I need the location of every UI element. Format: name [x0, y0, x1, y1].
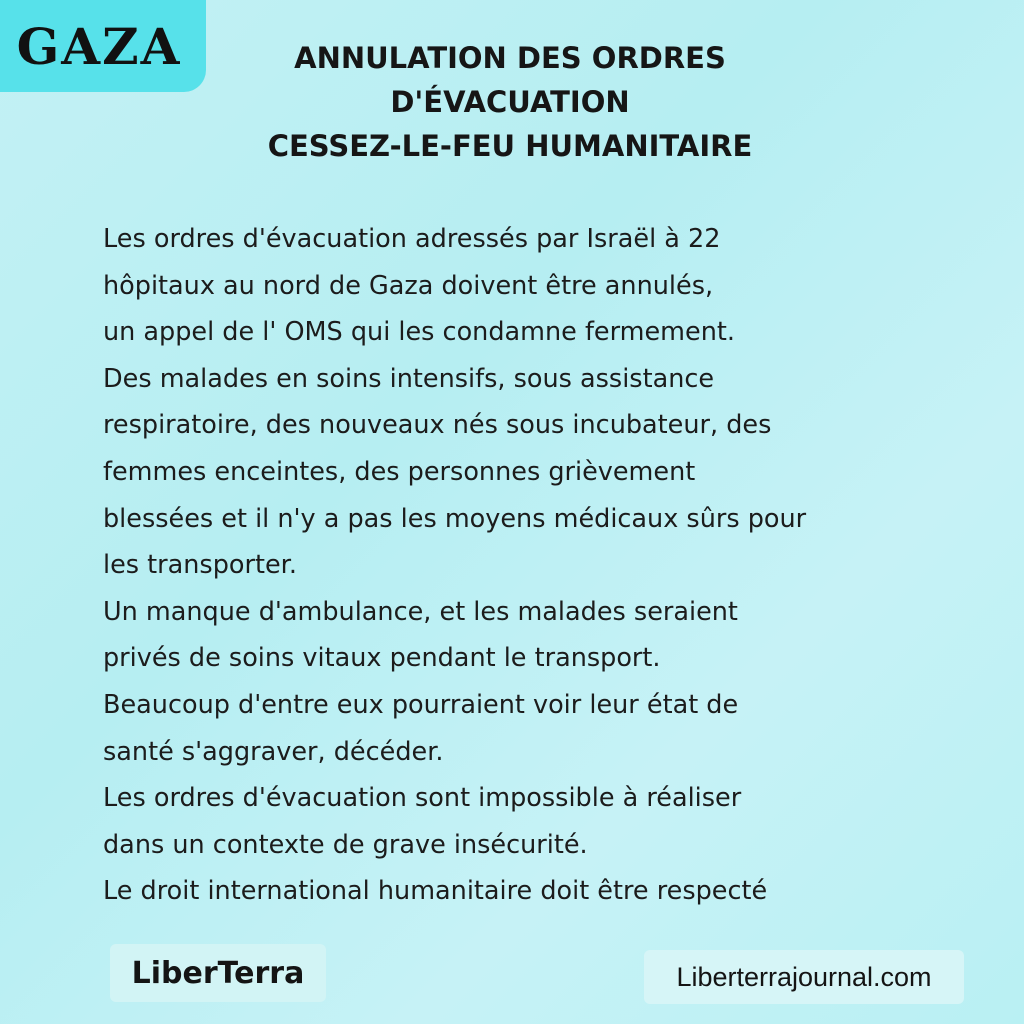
brand-badge	[110, 944, 326, 1002]
headline-line-1: ANNULATION DES ORDRES	[294, 41, 726, 75]
gaza-tag-label: GAZA	[16, 16, 182, 76]
headline-line-3: CESSEZ-LE-FEU HUMANITAIRE	[267, 129, 753, 163]
body-line: privés de soins vitaux pendant le transport.	[103, 643, 661, 674]
body-line: respiratoire, des nouveaux nés sous incubateur, des	[103, 410, 772, 441]
body-line: Des malades en soins intensifs, sous assistance	[103, 363, 715, 394]
website-badge[interactable]	[644, 950, 964, 1004]
body-line: femmes enceintes, des personnes grièvement	[103, 456, 696, 487]
article-body	[103, 216, 1003, 915]
headline	[200, 36, 820, 168]
body-line: Un manque d'ambulance, et les malades seraient	[103, 596, 738, 627]
headline-line-2: D'ÉVACUATION	[390, 85, 630, 119]
website-link[interactable]: Liberterrajournal.com	[676, 961, 932, 992]
body-line: hôpitaux au nord de Gaza doivent être annulés,	[103, 270, 714, 301]
brand-name: LiberTerra	[131, 955, 305, 991]
body-line: dans un contexte de grave insécurité.	[103, 829, 588, 860]
body-line: Le droit international humanitaire doit être respecté	[103, 876, 768, 907]
body-line: les transporter.	[103, 550, 297, 581]
body-line: blessées et il n'y a pas les moyens médicaux sûrs pour	[103, 503, 807, 534]
gaza-tag	[0, 0, 206, 92]
body-line: santé s'aggraver, décéder.	[103, 736, 444, 767]
body-line: Beaucoup d'entre eux pourraient voir leur état de	[103, 689, 739, 720]
body-line: un appel de l' OMS qui les condamne fermement.	[103, 317, 735, 348]
body-line: Les ordres d'évacuation adressés par Israël à 22	[103, 224, 721, 254]
body-line: Les ordres d'évacuation sont impossible à réaliser	[103, 783, 742, 814]
